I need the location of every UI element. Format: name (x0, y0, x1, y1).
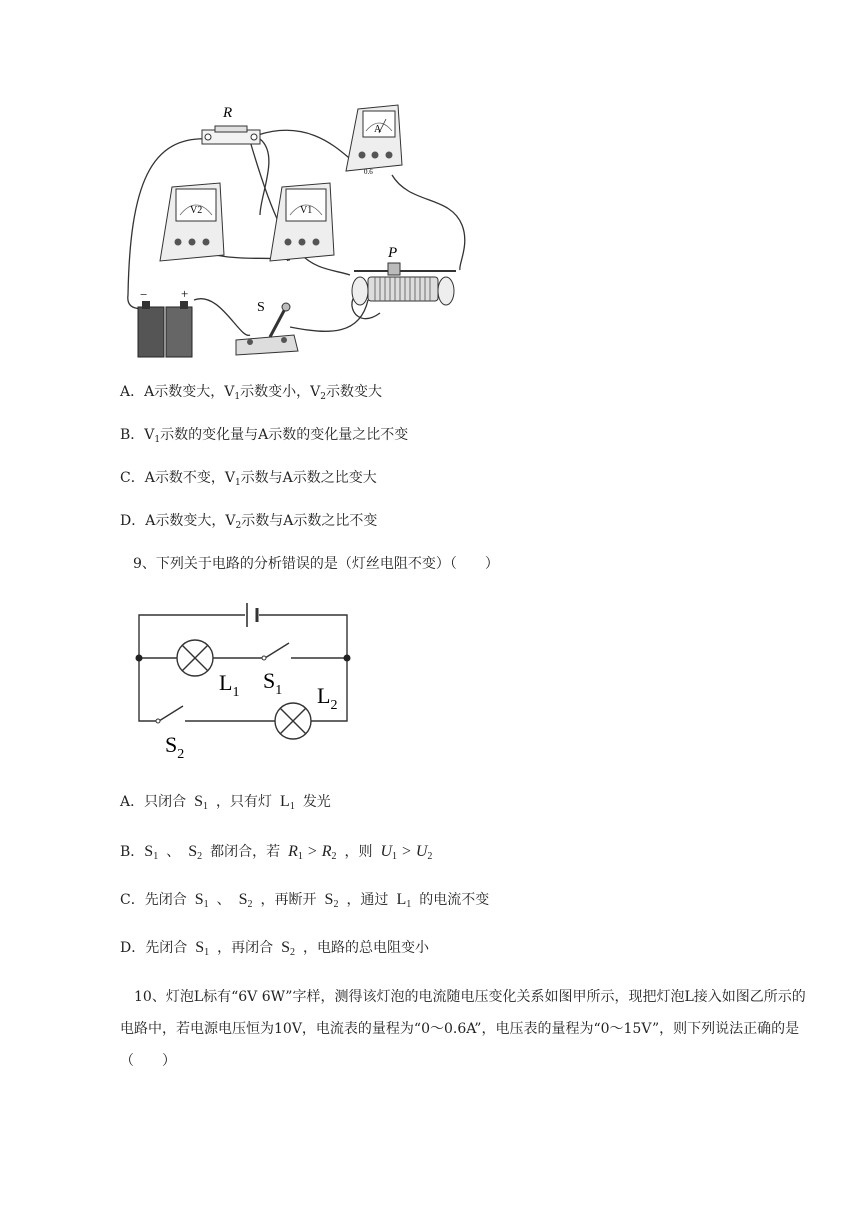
switch-s2-label: $S_2$ (165, 732, 185, 762)
q10-stem: 10、灯泡L标有“6V 6W”字样，测得该灯泡的电流随电压变化关系如图甲所示，现把灯泡L接入如图乙所示的电路中，若电源电压恒为10V，电流表的量程为“0～0.6A”，电压表的量程为“0～15V”，则下列说法正确的是（ ） (120, 989, 806, 1069)
junction-dot-left (136, 655, 143, 662)
battery-plus-label: + (181, 286, 189, 301)
battery (138, 301, 192, 357)
resistor-label: R (223, 105, 233, 121)
lamp-l1-label: $L_1$ (219, 670, 240, 700)
rheostat-slider-label: P (388, 245, 398, 261)
option-letter: D (120, 513, 132, 529)
voltmeter-v1 (270, 183, 334, 261)
resistor (202, 126, 260, 144)
junction-dot-right (344, 655, 351, 662)
voltmeter-v2 (160, 183, 224, 261)
circuit-photo-figure (110, 95, 480, 365)
switch-label: S (257, 300, 265, 315)
ammeter-terminal-label: 0.6 (364, 168, 373, 176)
option-letter: A (120, 384, 131, 400)
rheostat (352, 263, 456, 305)
q8-option-c[interactable]: C．A示数不变，$V_1$示数与A示数之比变大 (120, 470, 377, 488)
voltmeter-v1-label: V1 (300, 205, 313, 216)
ammeter (346, 105, 402, 171)
q9-circuit-diagram (125, 595, 365, 770)
battery-minus-label: − (140, 287, 148, 302)
knife-switch (236, 303, 298, 355)
q8-option-d[interactable]: D．A示数变大，$V_2$示数与A示数之比不变 (120, 513, 378, 531)
q9-option-c[interactable]: C．先闭合 $S_1$ 、 $S_2$ ，再断开 $S_2$ ，通过 $L_1$ 的电流不变 (120, 891, 490, 910)
q9-option-b[interactable]: B．$S_1$ 、 $S_2$ 都闭合，若 $R_1 > R_2$ ，则 $U_1 > U_2$ (120, 843, 433, 862)
option-letter: B (120, 427, 131, 443)
q8-option-a[interactable]: A．A示数变大，$V_1$示数变小，$V_2$示数变大 (120, 384, 382, 402)
ammeter-label: A (374, 124, 382, 135)
q9-option-a[interactable]: A．只闭合 $S_1$ ，只有灯 $L_1$ 发光 (120, 793, 331, 812)
option-letter: C (120, 470, 131, 486)
q9-option-d[interactable]: D．先闭合 $S_1$ ，再闭合 $S_2$ ，电路的总电阻变小 (120, 939, 430, 958)
switch-s1-label: $S_1$ (263, 668, 283, 698)
q8-option-b[interactable]: B．$V_1$示数的变化量与A示数的变化量之比不变 (120, 427, 409, 445)
lamp-l2-label: $L_2$ (317, 683, 338, 713)
voltmeter-v2-label: V2 (190, 205, 203, 216)
q9-stem: 9、下列关于电路的分析错误的是（灯丝电阻不变）（ ） (133, 556, 499, 572)
